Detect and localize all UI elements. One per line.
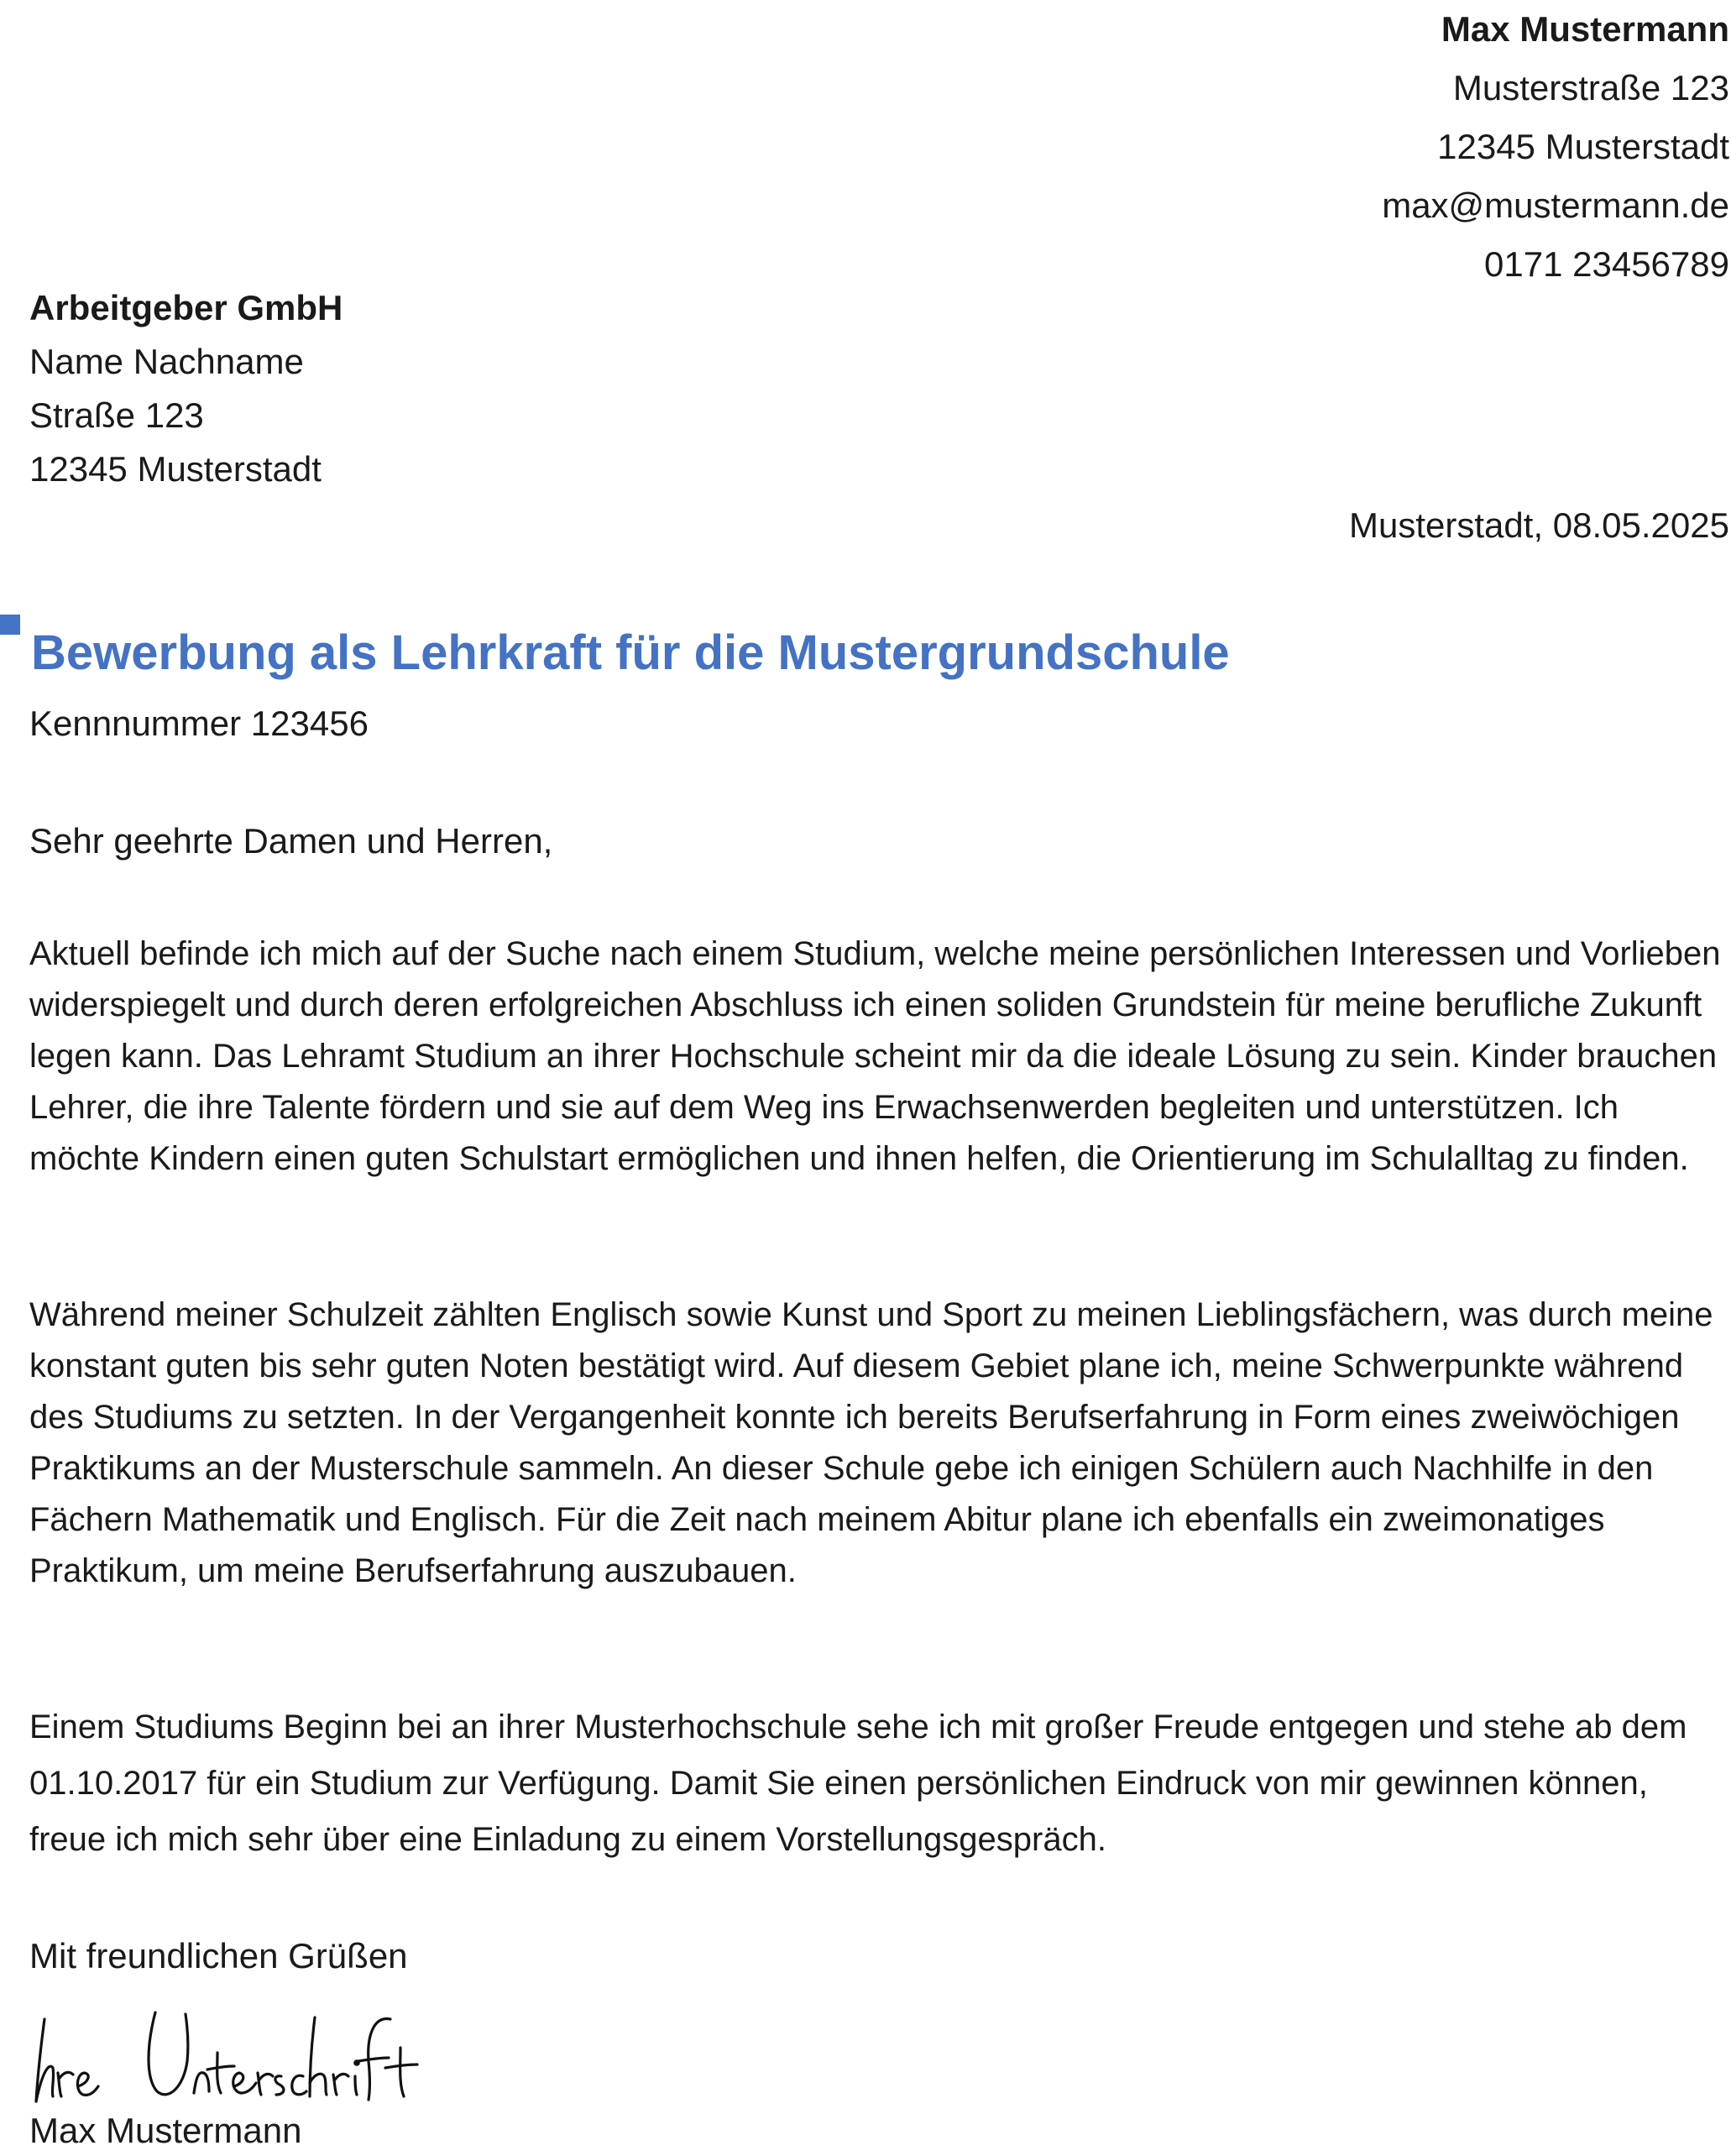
sender-address-block <box>1382 0 1729 294</box>
sender-city: 12345 Musterstadt <box>1437 127 1729 166</box>
closing-phrase: Mit freundlichen Grüßen <box>29 1936 408 1975</box>
body-paragraph-2: Während meiner Schulzeit zählten Englisch sowie Kunst und Sport zu meinen Lieblingsfächern, was durch meine konstant guten bis sehr guten Noten bestätigt wird. Auf diesem Gebiet plane ich, meine Schwerpunkte während des Studiums zu setzten. In der Vergangenheit konnte ich bereits Berufserfahrung in Form eines zweiwöchigen Praktikums an der Musterschule sammeln. An dieser Schule gebe ich einigen Schülern auch Nachhilfe in den Fächern Mathematik und Englisch. Für die Zeit nach meinem Abitur plane ich ebenfalls ein zweimonatiges Praktikum, um meine Berufserfahrung auszubauen. <box>29 1296 1713 1589</box>
recipient-address-block <box>29 281 343 496</box>
sender-street: Musterstraße 123 <box>1452 68 1729 107</box>
salutation: Sehr geehrte Damen und Herren, <box>29 821 553 861</box>
reference-number: Kennnummer 123456 <box>29 704 369 743</box>
handwritten-signature <box>29 2002 466 2112</box>
sender-phone: 0171 23456789 <box>1484 244 1729 284</box>
sender-name: Max Mustermann <box>1441 9 1729 49</box>
recipient-contact: Name Nachname <box>29 342 304 381</box>
recipient-company: Arbeitgeber GmbH <box>29 288 343 327</box>
sender-email: max@mustermann.de <box>1382 186 1729 225</box>
recipient-city: 12345 Musterstadt <box>29 449 322 489</box>
body-paragraph-3: Einem Studiums Beginn bei an ihrer Musterhochschule sehe ich mit großer Freude entgegen und stehe ab dem 01.10.2017 für ein Studium zur Verfügung. Damit Sie einen persönlichen Eindruck von mir gewinnen können, freue ich mich sehr über eine Einladung zu einem Vorstellungsgespräch. <box>29 1709 1687 1858</box>
letter-date: Musterstadt, 08.05.2025 <box>1349 505 1729 545</box>
letter-subject: Bewerbung als Lehrkraft für die Mustergrundschule <box>31 625 1230 680</box>
recipient-street: Straße 123 <box>29 395 204 435</box>
body-paragraph-1: Aktuell befinde ich mich auf der Suche nach einem Studium, welche meine persönlichen Interessen und Vorlieben widerspiegelt und durch deren erfolgreichen Abschluss ich einen soliden Grundstein für meine berufliche Zukunft legen kann. Das Lehramt Studium an ihrer Hochschule scheint mir da die ideale Lösung zu sein. Kinder brauchen Lehrer, die ihre Talente fördern und sie auf dem Weg ins Erwachsenwerden begleiten und unterstützen. Ich möchte Kindern einen guten Schulstart ermöglichen und ihnen helfen, die Orientierung im Schulalltag zu finden. <box>29 935 1721 1177</box>
heading-marker <box>0 615 20 635</box>
signer-name: Max Mustermann <box>29 2111 302 2150</box>
